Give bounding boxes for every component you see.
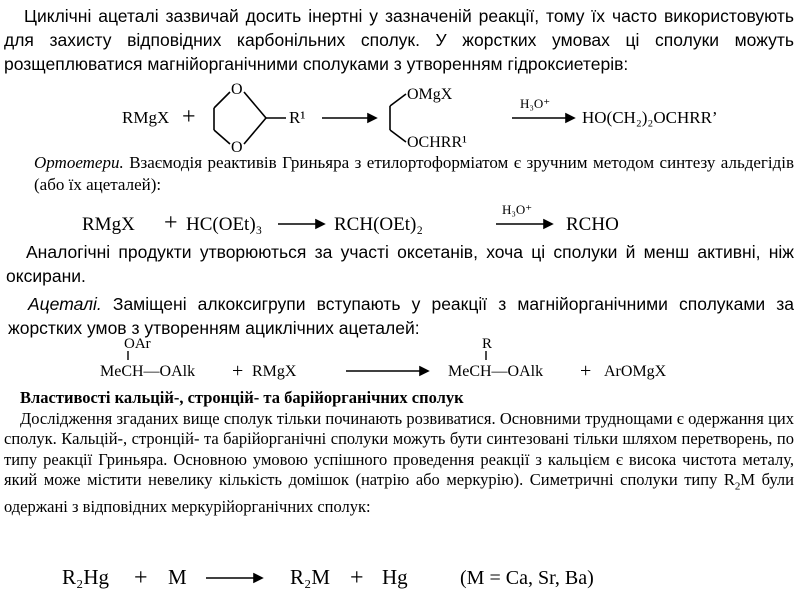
subscript: 2: [734, 480, 741, 493]
eq3-substituent-top-left: OAr: [124, 336, 151, 352]
section-ca-sr-ba: [4, 388, 794, 517]
paragraph-text: Заміщені алкоксигрупи вступають у реакції з магнійорганічними сполуками за жорстких умов з утворенням ациклічних ацеталей:: [8, 294, 794, 338]
eq2-orthoester: HC(OEt)₃: [186, 214, 263, 235]
eq3-byproduct: ArOMgX: [604, 363, 667, 380]
eq1-product-top: OMgX: [407, 86, 453, 103]
paragraph-body: [4, 409, 794, 518]
eq1-ring-o-top: O: [231, 81, 243, 98]
paragraph-acetals: [8, 292, 794, 340]
equation-orthoester: [0, 198, 800, 238]
eq4-plus-2: +: [350, 565, 364, 591]
eq3-right: MeCH—OAlk: [448, 363, 544, 380]
eq2-arrow-label: H₃O⁺: [502, 202, 533, 217]
paragraph-oxetanes: [6, 240, 794, 288]
eq4-product: R₂M: [290, 565, 331, 589]
eq1-plus: +: [182, 104, 196, 130]
eq4-metal: M: [168, 565, 187, 589]
eq4-plus-1: +: [134, 565, 148, 591]
eq1-arrow-label: H₃O⁺: [520, 96, 551, 111]
eq2-plus: +: [164, 210, 178, 236]
equation-cyclic-acetal-cleavage: [0, 78, 800, 154]
equation-mercury-exchange: [0, 558, 800, 598]
term-acetals: Ацеталі.: [28, 294, 102, 314]
reaction-arrow: [496, 220, 552, 228]
term-orthoesters: Ортоетери.: [34, 153, 124, 172]
eq3-substituent-top-right: R: [482, 336, 493, 352]
eq1-product: HO(CH₂)₂OCHRR’: [582, 108, 718, 127]
paragraph-text: Аналогічні продукти утворюються за участі оксетанів, хоча ці сполуки й менш активні, ніж оксирани.: [6, 242, 794, 286]
eq4-byproduct: Hg: [382, 565, 408, 589]
reaction-arrow: [322, 114, 376, 122]
equation-acyclic-acetal: [0, 334, 800, 382]
paragraph-text-1: Дослідження згаданих вище сполук тільки починають розвиватися. Основними труднощами є одержання цих сполук. Кальцій-, стронцій- та барійорганічні сполуки можуть бути синтезовані тільки шляхом перетворень, по типу реакції Гриньяра. Основною умовою успішного проведення реакції з кальцієм є висока чистота металу, який може містити невелику кількість домішок (натрію або меркурію). Симетричні сполуки типу R: [4, 408, 794, 489]
eq4-condition: (M = Ca, Sr, Ba): [460, 567, 594, 589]
eq1-product-bottom: OCHRR¹: [407, 134, 467, 151]
eq1-ring-o-bottom: O: [231, 139, 243, 154]
eq1-reagent: RMgX: [122, 108, 170, 127]
eq3-left: MeCH—OAlk: [100, 363, 196, 380]
eq3-reagent: RMgX: [252, 363, 297, 380]
dioxolane-ring: [214, 92, 286, 144]
eq3-plus-1: +: [232, 360, 244, 382]
eq4-reagent: R₂Hg: [62, 565, 109, 589]
eq2-product: RCHO: [566, 214, 619, 235]
section-heading: Властивості кальцій-, стронцій- та барійорганічних сполук: [20, 388, 464, 407]
paragraph-orthoesters: [34, 152, 794, 196]
eq1-substituent: R¹: [289, 108, 306, 127]
open-chain-skeleton: [390, 94, 406, 142]
paragraph-cyclic-acetals: [4, 4, 794, 76]
reaction-arrow: [206, 574, 262, 582]
eq2-reagent: RMgX: [82, 214, 135, 235]
eq2-intermediate: RCH(OEt)₂: [334, 214, 423, 235]
reaction-arrow: [512, 114, 574, 122]
reaction-arrow: [278, 220, 324, 228]
paragraph-text-2: M були одержані з відповідних меркурійорганічних сполук:: [4, 470, 794, 516]
reaction-arrow: [346, 367, 428, 375]
paragraph-text: Взаємодія реактивів Гриньяра з етилортоформіатом є зручним методом синтезу альдегідів (або їх ацеталей):: [34, 153, 794, 194]
eq3-plus-2: +: [580, 360, 592, 382]
paragraph-text: Циклічні ацеталі зазвичай досить інертні у зазначеній реакції, тому їх часто використовують для захисту відповідних карбонільних сполук. У жорстких умовах ці сполуки можуть розщеплюватися магнійорганічними сполуками з утворенням гідроксиетерів:: [4, 6, 794, 74]
